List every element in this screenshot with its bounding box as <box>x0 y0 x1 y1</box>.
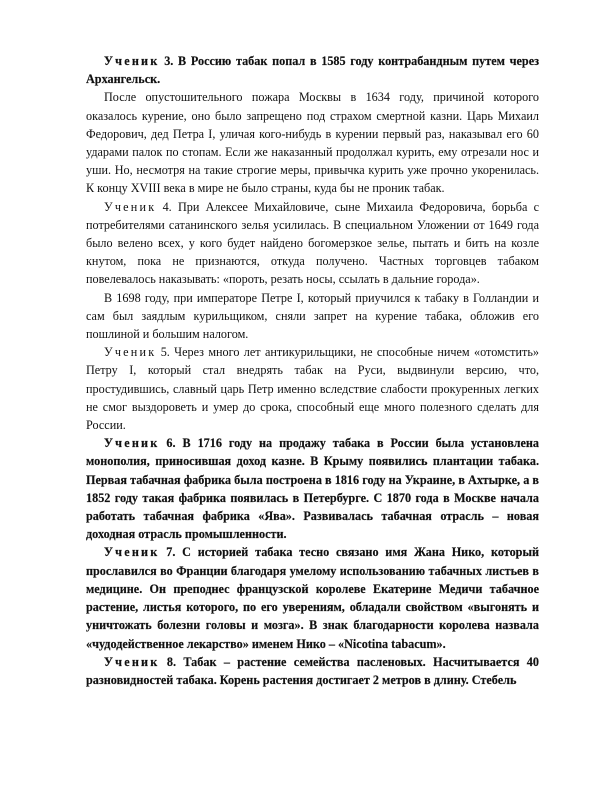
paragraph-peter-1698 <box>86 289 539 344</box>
paragraph-student-7 <box>86 543 539 652</box>
paragraph-fire-1634 <box>86 88 539 197</box>
paragraph-text: 3. В Россию табак попал в 1585 году контрабандным путем через Архангельск. <box>86 54 539 87</box>
paragraph-text: 8. Табак – растение семейства пасленовых. Насчитывается 40 разновидностей табака. Корень растения достигает 2 метров в длину. Стебель <box>86 654 539 687</box>
paragraph-text: 6. В 1716 году на продажу табака в России была установлена монополия, приносившая доход казне. В Крыму появились плантации табака. Первая табачная фабрика была построена в 1816 году на Украине, в Ахтырке, а в 1852 году такая фабрика появилась в Петербурге. С 1870 года в Москве начала работать табачная фабрика «Ява». Развивалась табачная отрасль – новая доходная отрасль промышленности. <box>86 436 539 542</box>
paragraph-text: 4. При Алексее Михайловиче, сыне Михаила Федоровича, борьба с потребителями сатанинского зелья усилилась. В специальном Уложении от 1649 года было велено всех, у кого будет найдено богомерзкое зелье, пытать и бить на козле кнутом, пока не признаются, откуда получено. Частных торговцев табаком повелевалось наказывать: «пороть, резать носы, ссылать в дальние города». <box>86 199 539 287</box>
speaker-label: Ученик <box>104 436 160 451</box>
speaker-label: Ученик <box>104 545 160 560</box>
speaker-label: Ученик <box>104 199 157 214</box>
paragraph-student-3 <box>86 52 539 88</box>
paragraph-text: 7. С историей табака тесно связано имя Жана Нико, который прославился во Франции благодаря умелому использованию табачных листьев в медицине. Он преподнес французской королеве Екатерине Медичи табачное растение, листья которого, по его уверениям, обладали свойством «выгонять и уничтожать болезни головы и мозга». В знак благодарности королева назвала «чудодейственное лекарство» именем Нико – «Nicotina tabacum». <box>86 545 539 651</box>
paragraph-text: В 1698 году, при императоре Петре I, который приучился к табаку в Голландии и сам был заядлым курильщиком, сняли запрет на курение табака, обложив его пошлиной и большим налогом. <box>86 290 539 342</box>
speaker-label: Ученик <box>104 654 160 669</box>
document-page <box>86 52 539 689</box>
paragraph-student-5 <box>86 343 539 434</box>
speaker-label: Ученик <box>104 345 157 360</box>
paragraph-student-6 <box>86 434 539 543</box>
paragraph-student-8 <box>86 653 539 689</box>
speaker-label: Ученик <box>104 54 160 68</box>
paragraph-text: 5. Через много лет антикурильщики, не способные ничем «отомстить» Петру I, который стал внедрять табак на Руси, выдвинули версию, что, простудившись, славный царь Петр именно вследствие слабости прокуренных легких не смог выздороветь и умер до срока, способный еще много полезного сделать для России. <box>86 345 539 433</box>
paragraph-text: После опустошительного пожара Москвы в 1634 году, причиной которого оказалось курение, оно было запрещено под страхом смертной казни. Царь Михаил Федорович, дед Петра I, уличая кого-нибудь в курении первый раз, наказывал его 60 ударами палок по стопам. Если же наказанный продолжал курить, ему отрезали нос и уши. Но, несмотря на такие строгие меры, привычка курить уже прочно укоренилась. К концу XVIII века в мире не было страны, куда бы не проник табак. <box>86 90 539 196</box>
paragraph-student-4 <box>86 198 539 289</box>
